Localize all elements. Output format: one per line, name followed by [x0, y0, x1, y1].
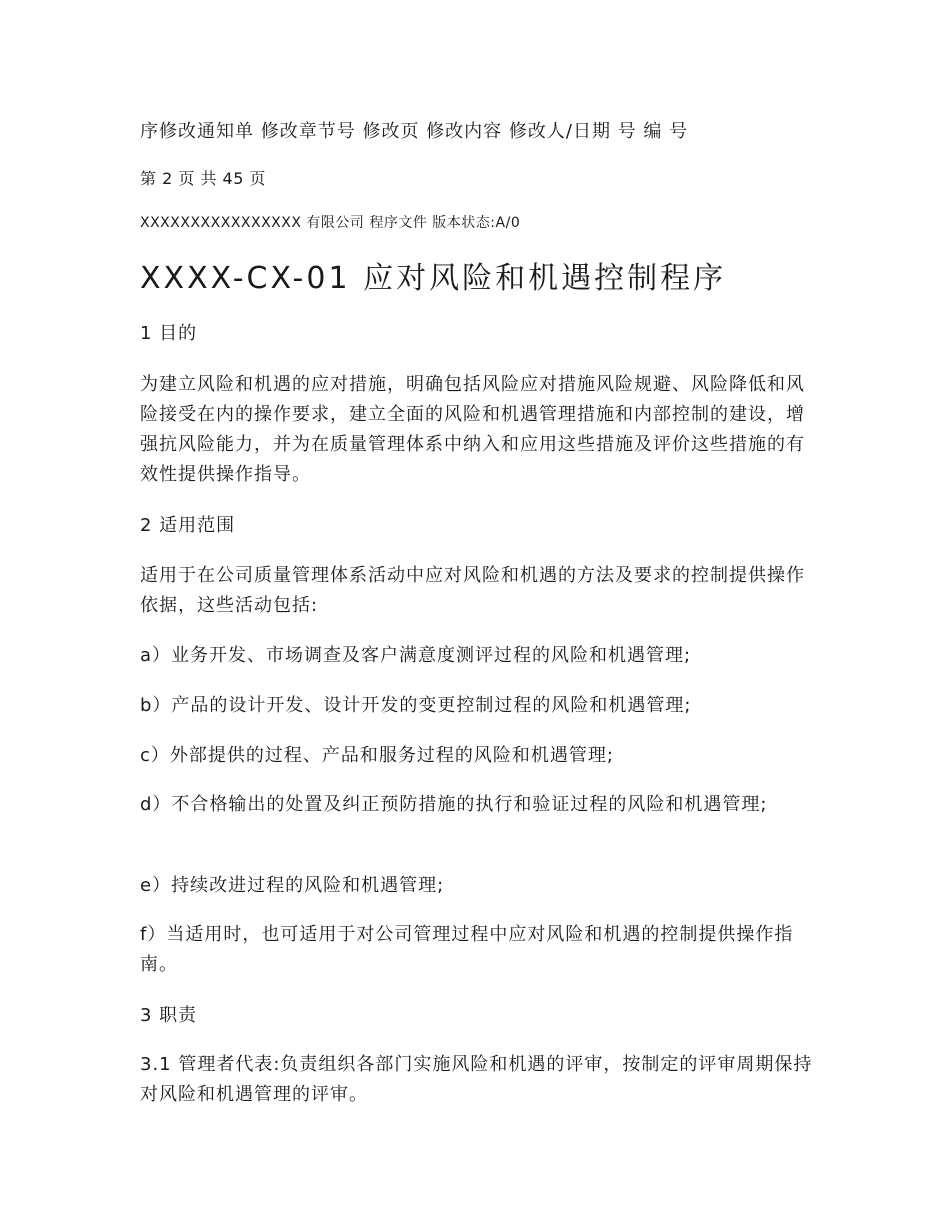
section-2-body: 适用于在公司质量管理体系活动中应对风险和机遇的方法及要求的控制提供操作依据，这些活动包括:	[140, 565, 805, 616]
section-2-heading: 2 适用范围	[140, 515, 236, 536]
section-1-body: 为建立风险和机遇的应对措施，明确包括风险应对措施风险规避、风险降低和风险接受在内的操作要求，建立全面的风险和机遇管理措施和内部控制的建设，增强抗风险能力，并为在质量管理体系中纳入和应用这些措施及评价这些措施的有效性提供操作指导。	[140, 374, 805, 485]
scope-item-a: a）业务开发、市场调查及客户满意度测评过程的风险和机遇管理;	[140, 645, 692, 666]
section-1-heading: 1 目的	[140, 323, 198, 344]
section-3-heading: 3 职责	[140, 1005, 198, 1026]
page-info: 第 2 页 共 45 页	[140, 169, 266, 188]
scope-item-e: e）持续改进过程的风险和机遇管理;	[140, 875, 445, 896]
scope-item-d: d）不合格输出的处置及纠正预防措施的执行和验证过程的风险和机遇管理;	[140, 794, 768, 815]
document-title: XXXX-CX-01 应对风险和机遇控制程序	[140, 261, 727, 296]
scope-item-f: f）当适用时，也可适用于对公司管理过程中应对风险和机遇的控制提供操作指南。	[140, 924, 794, 975]
scope-item-c: c）外部提供的过程、产品和服务过程的风险和机遇管理;	[140, 745, 614, 766]
revision-table-header: 序修改通知单 修改章节号 修改页 修改内容 修改人/日期 号 编 号	[140, 121, 689, 142]
scope-item-b: b）产品的设计开发、设计开发的变更控制过程的风险和机遇管理;	[140, 695, 692, 716]
company-line: XXXXXXXXXXXXXXXX 有限公司 程序文件 版本状态:A/0	[140, 215, 521, 231]
section-3-1: 3.1 管理者代表:负责组织各部门实施风险和机遇的评审，按制定的评审周期保持对风险和机遇管理的评审。	[140, 1054, 813, 1105]
